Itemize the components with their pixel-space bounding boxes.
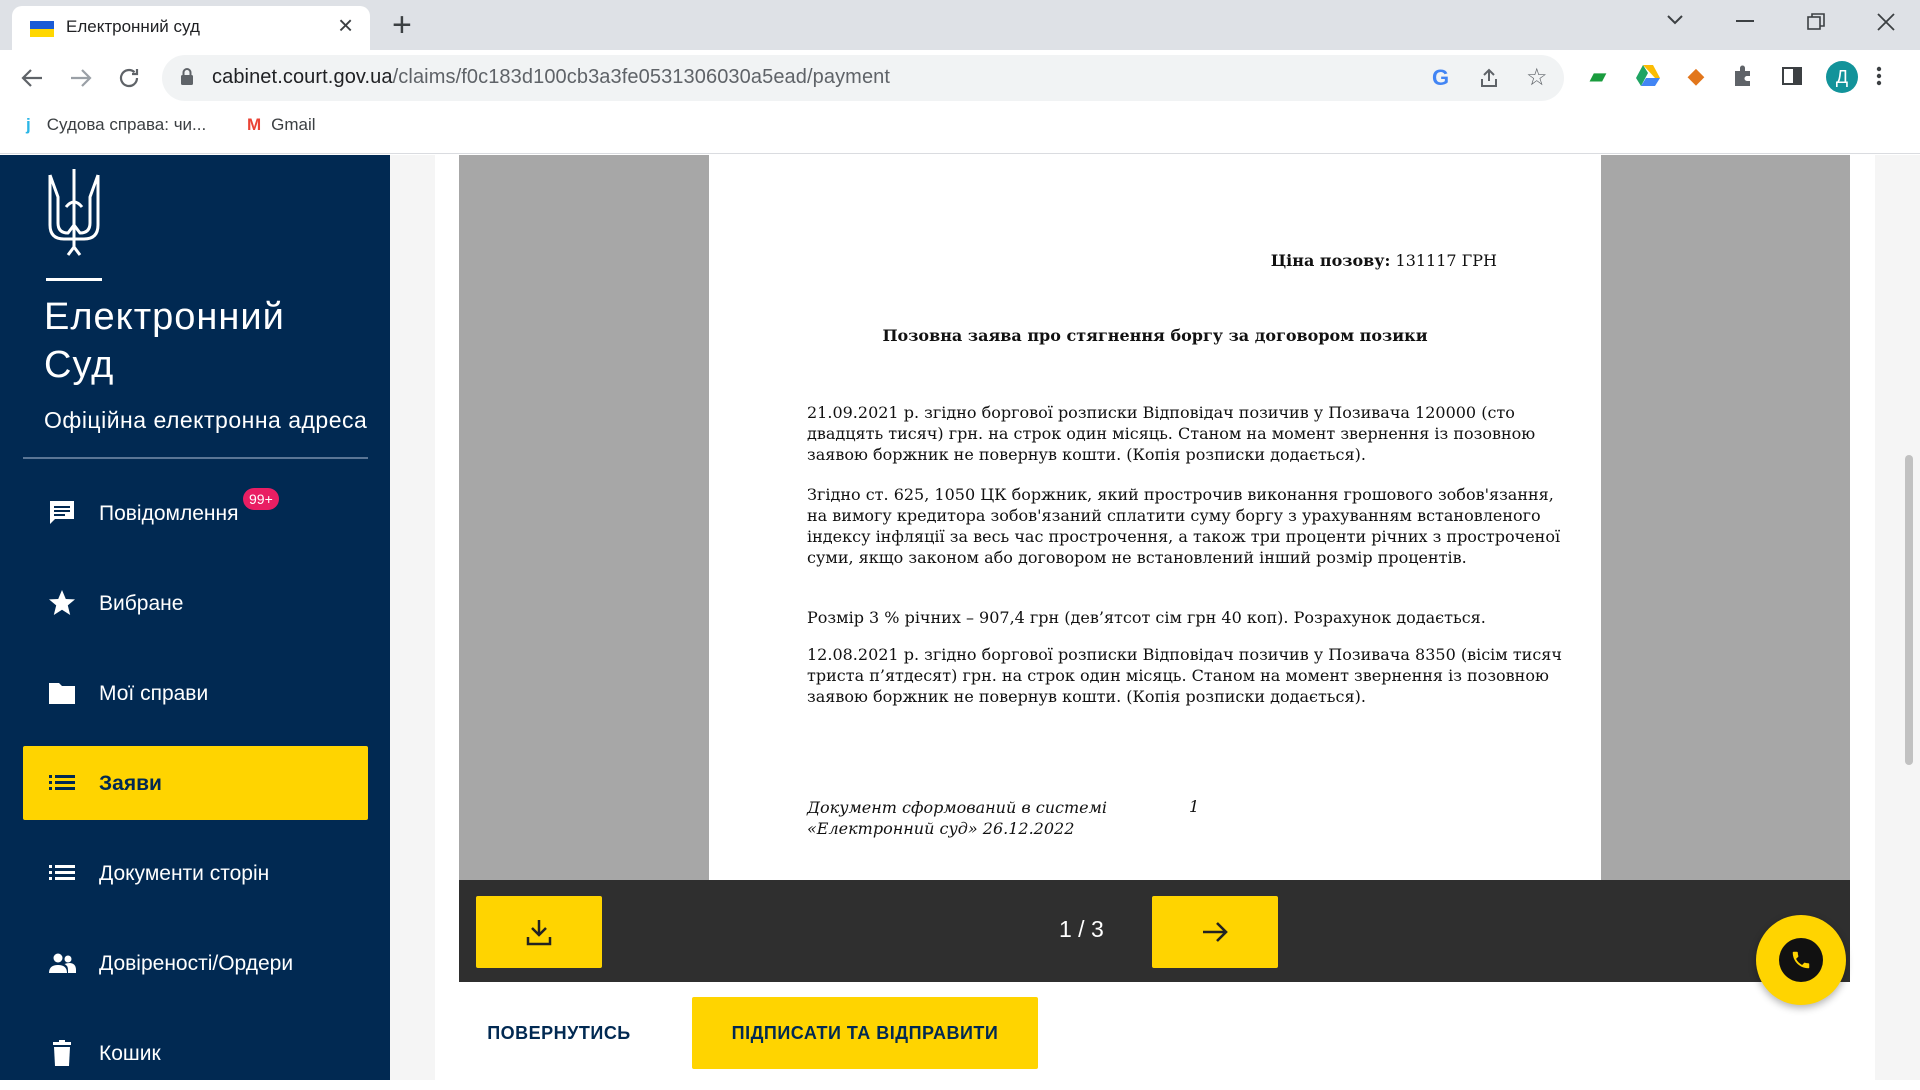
sidebar-item-label: Заяви	[99, 772, 162, 795]
address-bar[interactable]	[162, 55, 1564, 101]
sidebar-item-trash[interactable]	[23, 1016, 368, 1090]
sidebar-item-powers-of-attorney[interactable]	[23, 926, 368, 1000]
star-icon	[47, 588, 77, 618]
jurist-icon: j	[26, 115, 31, 134]
bookmark-label: Gmail	[271, 115, 316, 134]
profile-avatar[interactable]: Д	[1826, 61, 1858, 93]
chrome-menu-icon[interactable]	[1874, 62, 1902, 90]
bookmark-label: Судова справа: чи...	[46, 115, 207, 134]
list-icon	[47, 858, 77, 888]
url-domain: cabinet.court.gov.ua	[212, 66, 393, 88]
download-icon	[524, 917, 554, 947]
sidebar-item-label: Вибране	[99, 592, 184, 615]
sidebar-item-my-cases[interactable]	[23, 656, 368, 730]
claim-price-label: Ціна позову:	[1270, 251, 1391, 270]
google-drive-icon[interactable]	[1634, 62, 1662, 90]
call-button-inner	[1779, 938, 1823, 982]
footer-line: Документ сформований в системі	[807, 798, 1107, 817]
sidebar-item-label: Повідомлення	[99, 502, 239, 525]
sidebar-item-messages[interactable]	[23, 476, 368, 550]
url-path: /claims/f0c183d100cb3a3fe0531306030a5ead/payment	[392, 66, 891, 88]
claim-price	[1271, 251, 1497, 270]
claim-preview-card	[435, 155, 1875, 1080]
sidebar-item-label: Документи сторін	[99, 862, 270, 885]
arrow-right-icon	[1200, 917, 1230, 947]
bookmark-gmail[interactable]	[247, 115, 316, 135]
scroll-thumb[interactable]	[1905, 455, 1913, 765]
footer-line: «Електронний суд» 26.12.2022	[807, 819, 1075, 838]
document-page	[709, 155, 1601, 880]
viewer-controls	[459, 880, 1850, 982]
bookmark-star-icon[interactable]: ☆	[1526, 64, 1548, 91]
list-icon	[47, 768, 77, 798]
page-indicator: 1 / 3	[1059, 916, 1104, 942]
sidebar-item-favorites[interactable]	[23, 566, 368, 640]
sidebar-divider	[23, 457, 368, 459]
trash-icon	[47, 1038, 77, 1068]
ukraine-flag-icon	[30, 21, 54, 37]
logo-underline	[46, 278, 102, 281]
app-title: Електронний Суд	[44, 296, 285, 386]
document-footer-note	[807, 797, 1107, 839]
next-page-button[interactable]	[1152, 896, 1278, 968]
unread-badge: 99+	[243, 488, 279, 510]
document-page-number: 1	[1189, 797, 1200, 816]
sidebar-item-claims[interactable]	[23, 746, 368, 820]
claim-price-value: 131117 ГРН	[1395, 251, 1497, 270]
document-paragraph: 12.08.2021 р. згідно боргової розписки Відповідач позичив у Позивача 8350 (вісім тисяч триста п’ятдесят) грн. на строк один місяць. Станом на момент звернення із позовною заявою боржник не повернув кошти. (Копія розписки додається).	[807, 645, 1562, 706]
download-button[interactable]	[476, 896, 602, 968]
google-translate-icon[interactable]: G	[1432, 65, 1450, 90]
extensions-puzzle-icon[interactable]	[1730, 62, 1758, 90]
tab-title: Електронний суд	[66, 17, 200, 36]
close-window-icon[interactable]	[1877, 13, 1895, 31]
share-icon[interactable]	[1478, 67, 1500, 89]
url-text[interactable]	[212, 66, 890, 89]
people-icon	[47, 948, 77, 978]
chat-icon	[47, 498, 77, 528]
document-heading: Позовна заява про стягнення боргу за договором позики	[882, 326, 1428, 345]
back-button[interactable]: ПОВЕРНУТИСЬ	[487, 1023, 631, 1043]
bookmark-court-case[interactable]	[26, 115, 206, 135]
browser-tab-bar	[0, 0, 1920, 50]
phone-icon	[1790, 949, 1812, 971]
lock-icon[interactable]	[180, 68, 194, 86]
sidebar	[0, 155, 390, 1080]
browser-toolbar	[0, 50, 1920, 106]
sidebar-item-party-documents[interactable]	[23, 836, 368, 910]
action-bar	[435, 997, 1875, 1071]
restore-icon[interactable]	[1807, 13, 1825, 31]
page-scrollbar[interactable]	[1898, 155, 1920, 1080]
sidebar-item-label: Кошик	[99, 1042, 161, 1065]
document-viewer[interactable]	[459, 155, 1850, 880]
document-paragraph: Згідно ст. 625, 1050 ЦК боржник, який прострочив виконання грошового зобов'язання, на вимогу кредитора зобов'язаний сплатити суму боргу з урахуванням встановленого індексу інфляції за весь час прострочення, а також три проценти річних з простроченої суми, якщо законом або договором не встановлений інший розмір процентів.	[807, 485, 1561, 567]
document-paragraph: Розмір 3 % річних – 907,4 грн (дев’ятсот сім грн 40 коп). Розрахунок додається.	[807, 608, 1486, 627]
minimize-icon[interactable]	[1736, 20, 1754, 24]
main-content	[390, 155, 1920, 1080]
reload-icon[interactable]	[117, 66, 141, 90]
sign-and-send-button[interactable]: ПІДПИСАТИ ТА ВІДПРАВИТИ	[692, 997, 1038, 1069]
trident-coat-of-arms-icon	[46, 167, 102, 257]
new-tab-button[interactable]: +	[392, 6, 412, 44]
app-subtitle: Офіційна електронна адреса	[44, 407, 368, 433]
sidebar-item-label: Мої справи	[99, 682, 209, 705]
folder-icon	[47, 678, 77, 708]
back-arrow-icon[interactable]	[20, 66, 44, 90]
gmail-icon: M	[247, 115, 262, 134]
tab-search-icon[interactable]	[1666, 14, 1684, 26]
side-panel-icon[interactable]	[1778, 62, 1806, 90]
metamask-fox-icon[interactable]: ◆	[1687, 63, 1705, 88]
tab-close-icon[interactable]: ×	[338, 10, 354, 40]
call-support-button[interactable]	[1756, 915, 1846, 1005]
document-paragraph: 21.09.2021 р. згідно боргової розписки Відповідач позичив у Позивача 120000 (сто двадцять тисяч) грн. на строк один місяць. Станом на момент звернення із позовною заявою боржник не повернув кошти. (Копія розписки додається).	[807, 403, 1536, 464]
browser-tab[interactable]	[12, 6, 370, 50]
bookmarks-bar	[0, 106, 1920, 154]
forward-arrow-icon[interactable]	[69, 66, 93, 90]
sidebar-item-label: Довіреності/Ордери	[99, 952, 294, 975]
extension-green-icon[interactable]: ▰	[1589, 63, 1607, 88]
